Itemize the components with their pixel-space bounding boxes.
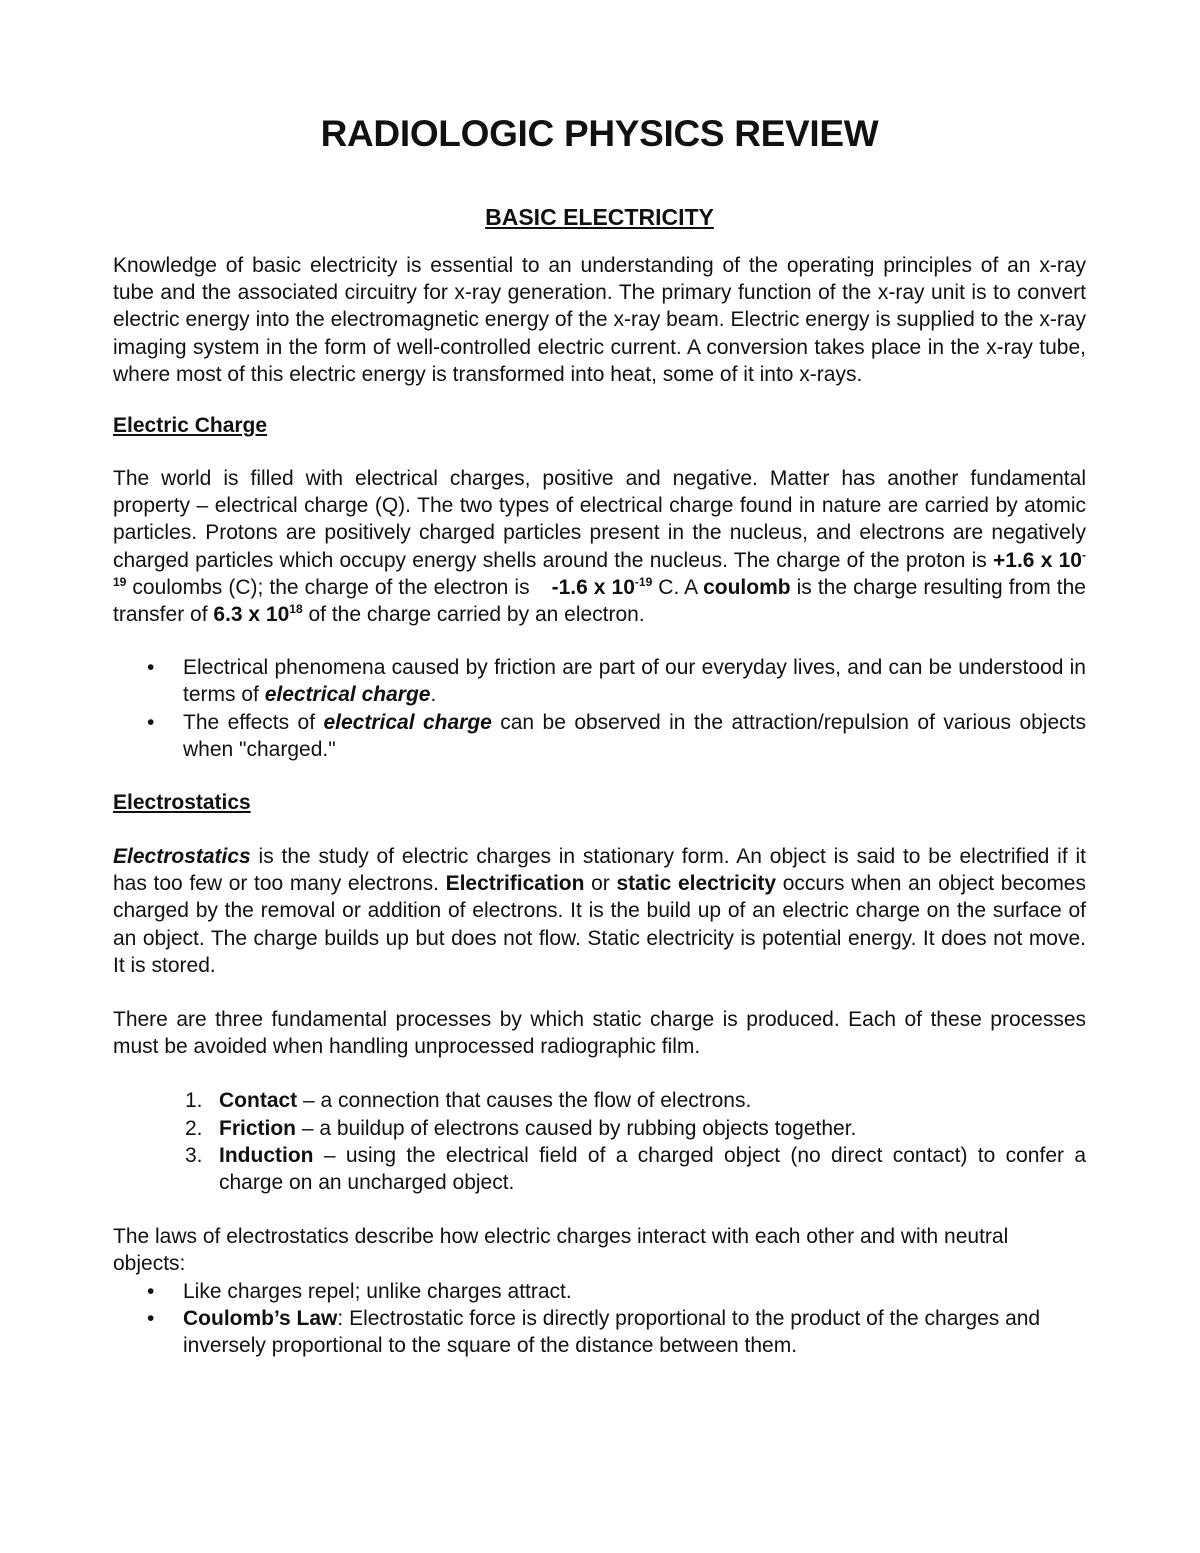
- electrostatics-paragraph: Electrostatics is the study of electric charges in stationary form. An object is said to be electrified if it has too few or too many electrons. Electrification or static electricity occurs when an object becomes charged by the removal or addition of electrons. It is the build up of an electric charge on the surface of an object. The charge builds up but does not flow. Static electricity is potential energy. It does not move. It is stored.: [113, 845, 1086, 977]
- list-item: 3. Induction – using the electrical field of a charged object (no direct contact) to confer a charge on an uncharged object.: [185, 1143, 1086, 1195]
- list-item: • The effects of electrical charge can be observed in the attraction/repulsion of various objects when "charged.": [147, 710, 1086, 761]
- electron-charge: -1.6 x $10^{-19}$: [551, 574, 653, 599]
- laws-list: [113, 1278, 1086, 1360]
- list-item: • Coulomb’s Law: Electrostatic force is directly proportional to the product of the charges and inversely proportional to the square of the distance between them.: [147, 1306, 1041, 1358]
- transfer-value: 6.3 x $10^{18}$: [213, 602, 303, 627]
- document-title: RADIOLOGIC PHYSICS REVIEW: [320, 113, 879, 154]
- processes-intro: There are three fundamental processes by which static charge is produced. Each of these processes must be avoided when handling unprocessed radiographic film.: [113, 1008, 1086, 1059]
- heading-electrostatics: Electrostatics: [113, 791, 251, 815]
- list-item: 2. Friction – a buildup of electrons caused by rubbing objects together.: [185, 1116, 857, 1140]
- document-page: [113, 110, 1086, 1359]
- laws-intro: The laws of electrostatics describe how electric charges interact with each other and with neutral objects:: [113, 1225, 1009, 1276]
- list-item: • Like charges repel; unlike charges attract.: [113, 1278, 1086, 1305]
- intro-paragraph: Knowledge of basic electricity is essential to an understanding of the operating principles of an x-ray tube and the associated circuitry for x-ray generation. The primary function of the x-ray unit is to convert electric energy into the electromagnetic energy of the x-ray beam. Electric energy is supplied to the x-ray imaging system in the form of well-controlled electric current. A conversion takes place in the x-ray tube, where most of this electric energy is transformed into heat, some of it into x-rays.: [113, 254, 1086, 386]
- heading-electric-charge: Electric Charge: [113, 414, 268, 438]
- bullet-icon: •: [147, 1306, 155, 1330]
- proton-charge: +1.6 x $10^{-19}$: [113, 547, 1086, 589]
- coulomb-term: coulomb: [703, 575, 791, 599]
- charge-paragraph: The world is filled with electrical charges, positive and negative. Matter has another fundamental property – electrical charge (Q). The two types of electrical charge found in nature are carried by atomic particles. Protons are positively charged particles present in the nucleus, and electrons are negatively charged particles which occupy energy shells around the nucleus. The charge of the proton is +1.6 x $10^{-19}$ coulombs (C); the charge of the electron is -1.6 x $10^{-19}$ C. A coulomb is the charge resulting from the transfer of 6.3 x $10^{18}$ of the charge carried by an electron.: [113, 467, 1086, 627]
- section-title: BASIC ELECTRICITY: [485, 204, 714, 230]
- list-item: 1. Contact – a connection that causes the flow of electrons.: [185, 1089, 752, 1113]
- processes-list: [113, 1087, 1086, 1196]
- bullet-icon: •: [147, 710, 155, 734]
- charge-bullets: [113, 654, 1086, 763]
- list-item: • Electrical phenomena caused by friction are part of our everyday lives, and can be understood in terms of electrical charge.: [147, 656, 1086, 707]
- bullet-icon: •: [147, 1279, 155, 1303]
- bullet-icon: •: [147, 656, 155, 680]
